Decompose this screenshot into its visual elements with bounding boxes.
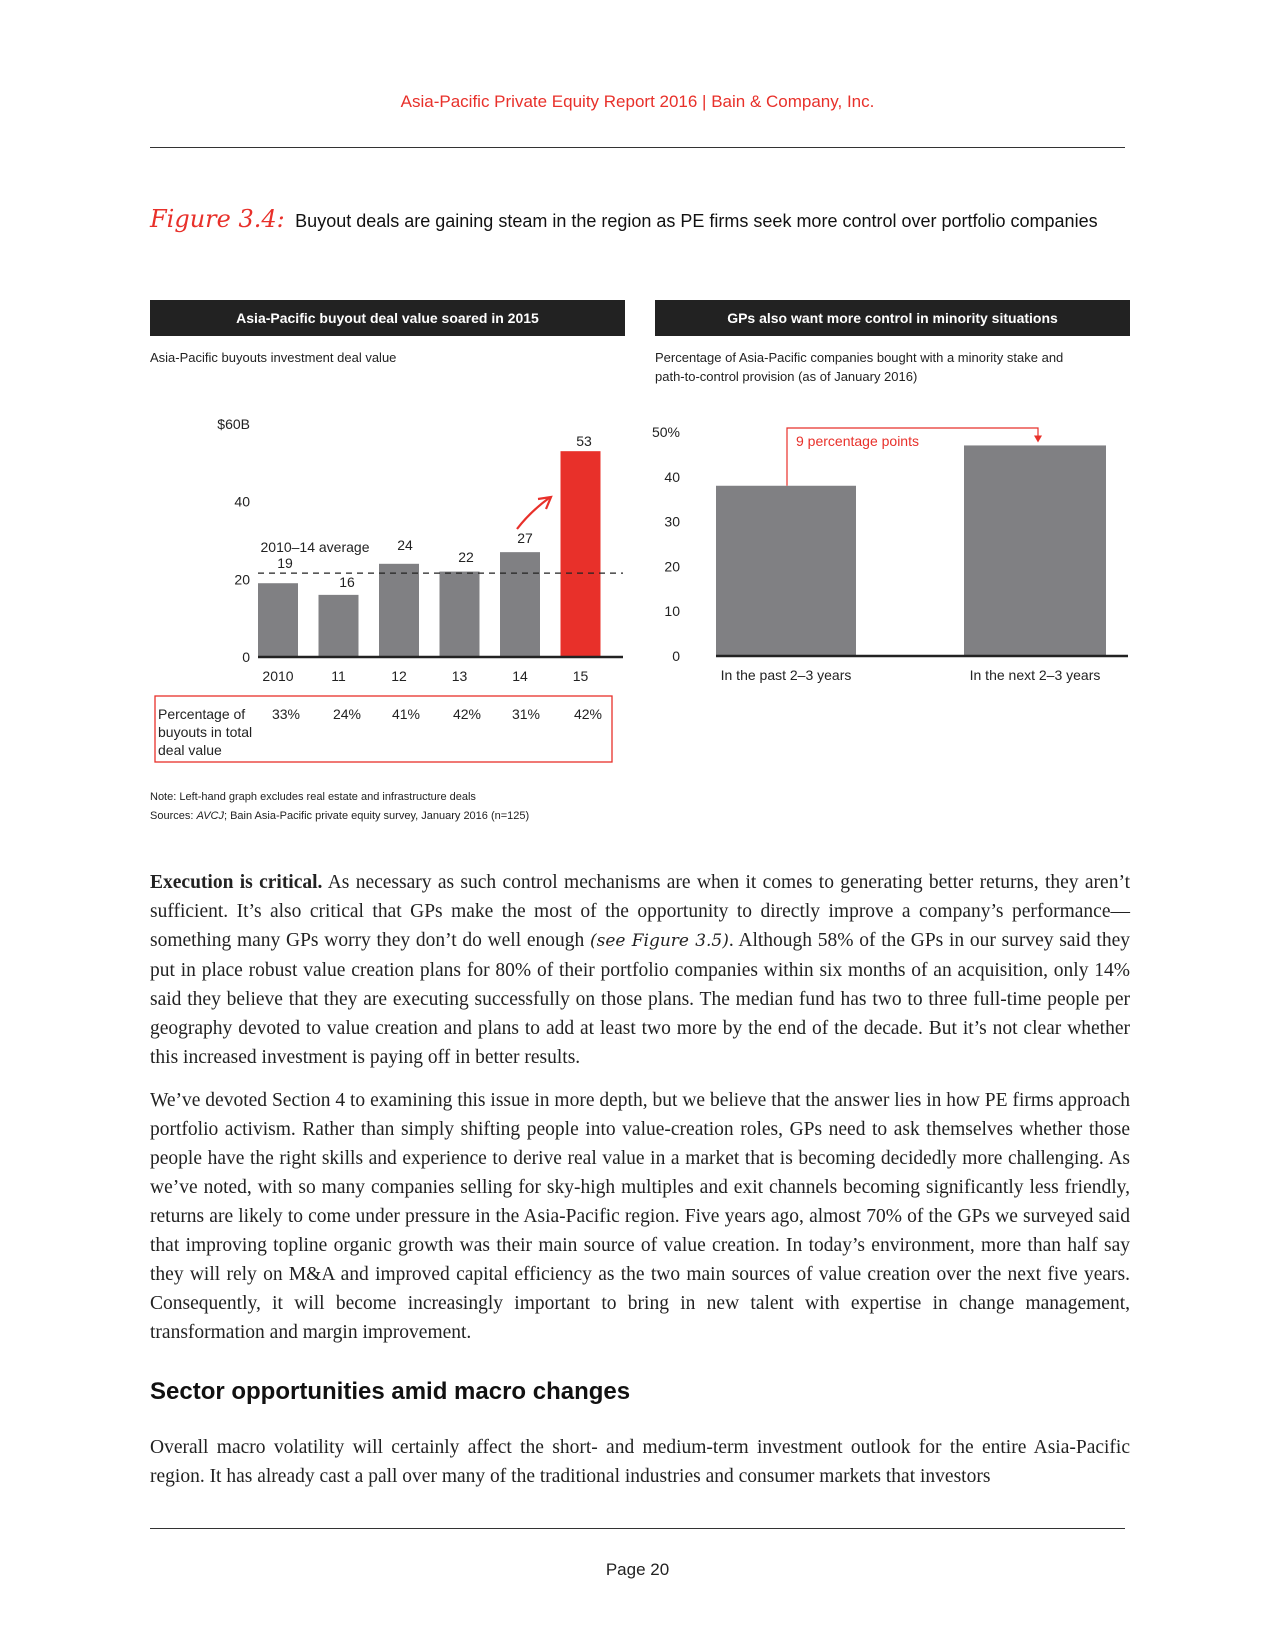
- difference-label: 9 percentage points: [796, 433, 919, 449]
- data-label: 22: [458, 549, 474, 565]
- sources-prefix: Sources:: [150, 810, 197, 822]
- percentage-value: 42%: [452, 706, 482, 722]
- right-panel-subtitle-line: Percentage of Asia-Pacific companies bought with a minority stake and: [655, 350, 1064, 365]
- x-tick-label: 13: [451, 668, 468, 684]
- footer-rule: [150, 1528, 1125, 1529]
- running-header: Asia-Pacific Private Equity Report 2016 | Bain & Company, Inc.: [400, 92, 875, 111]
- percentage-value: 31%: [511, 706, 541, 722]
- figure-reference: (see Figure 3.5): [589, 931, 729, 951]
- x-tick-label: In the past 2–3 years: [720, 667, 852, 683]
- buyout-deal-value-chart: [0, 0, 640, 780]
- bar: [440, 572, 480, 657]
- sources-italic: AVCJ: [196, 810, 224, 822]
- bar: [500, 552, 540, 657]
- data-label: 27: [517, 530, 533, 546]
- paragraph-text: As necessary as such control mechanisms are when it comes to generating better returns, they aren’t sufficient. It’s also critical that GPs make the most of the opportunity to directly improve a company’s performance—something many GPs worry they don’t do well enough: [150, 872, 1130, 951]
- paragraph-lead: Execution is critical.: [150, 872, 323, 893]
- figure-caption: Buyout deals are gaining steam in the region as PE firms seek more control over portfolio companies: [295, 211, 1098, 231]
- y-tick-label: 50%: [651, 424, 680, 440]
- bar: [319, 595, 359, 657]
- sources-text: [150, 807, 529, 826]
- bar: [964, 445, 1106, 656]
- y-tick-label: 0: [242, 649, 250, 665]
- y-tick-label: 20: [234, 571, 250, 588]
- paragraph-text: . Although 58% of the GPs in our survey said they put in place robust value creation plans for 80% of their portfolio companies within six months of an acquisition, only 14% said they believe that they are executing successfully on those plans. The median fund has two to three full-time people per geography devoted to value creation and plans to add at least two more by the end of the decade. But it’s not clear whether this increased investment is paying off in better results.: [150, 930, 1130, 1068]
- y-tick-label: 30: [664, 513, 680, 530]
- data-label: 16: [339, 574, 355, 590]
- sources-rest: ; Bain Asia-Pacific private equity survey, January 2016 (n=125): [223, 810, 530, 822]
- x-tick-label: 11: [331, 668, 346, 684]
- paragraph-execution: [150, 868, 1130, 1072]
- y-tick-label: 20: [664, 558, 680, 575]
- average-label: 2010–14 average: [260, 539, 370, 555]
- percentage-value: 24%: [332, 706, 362, 722]
- section-heading: Sector opportunities amid macro changes: [150, 1378, 631, 1405]
- y-tick-label: 40: [664, 468, 680, 485]
- percentage-row-label: Percentage of: [158, 706, 246, 722]
- figure-notes: [150, 788, 529, 826]
- x-tick-label: 14: [512, 668, 528, 684]
- bar: [379, 564, 419, 657]
- bar: [561, 451, 601, 657]
- page-number: Page 20: [605, 1560, 670, 1579]
- percentage-value: 33%: [271, 706, 301, 722]
- left-panel-subtitle: Asia-Pacific buyouts investment deal value: [150, 350, 397, 365]
- x-tick-label: In the next 2–3 years: [969, 667, 1101, 683]
- bar: [716, 486, 856, 656]
- percentage-value: 42%: [573, 706, 603, 722]
- x-tick-label: 2010: [262, 668, 294, 684]
- minority-control-chart: [640, 0, 1140, 700]
- y-tick-label: 10: [664, 603, 680, 620]
- x-tick-label: 12: [391, 668, 407, 684]
- data-label: 24: [397, 537, 413, 553]
- left-panel-title: Asia-Pacific buyout deal value soared in 2015: [150, 300, 625, 336]
- y-tick-label: 40: [234, 493, 250, 510]
- bar: [258, 583, 298, 657]
- growth-arrow: [517, 498, 549, 529]
- note-text: Note: Left-hand graph excludes real estate and infrastructure deals: [150, 791, 476, 803]
- figure-label: Figure 3.4:: [150, 205, 285, 233]
- y-tick-label: 0: [672, 648, 680, 664]
- y-tick-label: $60B: [217, 416, 250, 432]
- data-label: 19: [277, 555, 293, 571]
- data-label: 53: [576, 433, 592, 449]
- right-panel-title: GPs also want more control in minority situations: [655, 300, 1130, 336]
- paragraph-section4: We’ve devoted Section 4 to examining this issue in more depth, but we believe that the answer lies in how PE firms approach portfolio activism. Rather than simply shifting people into value-creation roles, GPs need to ask themselves whether those people have the right skills and experience to derive real value in a market that is becoming decidedly more challenging. As we’ve noted, with so many companies selling for sky-high multiples and exit channels becoming significantly less friendly, returns are likely to come under pressure in the Asia-Pacific region. Five years ago, almost 70% of the GPs we surveyed said that improving topline organic growth was their main source of value creation. In today’s environment, more than half say they will rely on M&A and improved capital efficiency as the two main sources of value creation over the next five years. Consequently, it will become increasingly important to bring in new talent with expertise in change management, transformation and margin improvement.: [150, 1090, 1130, 1343]
- right-panel-subtitle-line: path-to-control provision (as of January 2016): [655, 369, 918, 384]
- paragraph-macro: Overall macro volatility will certainly affect the short- and medium-term investment outlook for the entire Asia-Pacific region. It has already cast a pall over many of the traditional industries and consumer markets that investors: [150, 1437, 1130, 1487]
- difference-arrowhead: [1034, 435, 1042, 442]
- percentage-row-label: deal value: [158, 742, 222, 758]
- percentage-value: 41%: [391, 706, 421, 722]
- x-tick-label: 15: [572, 668, 589, 684]
- percentage-row-label: buyouts in total: [158, 724, 253, 740]
